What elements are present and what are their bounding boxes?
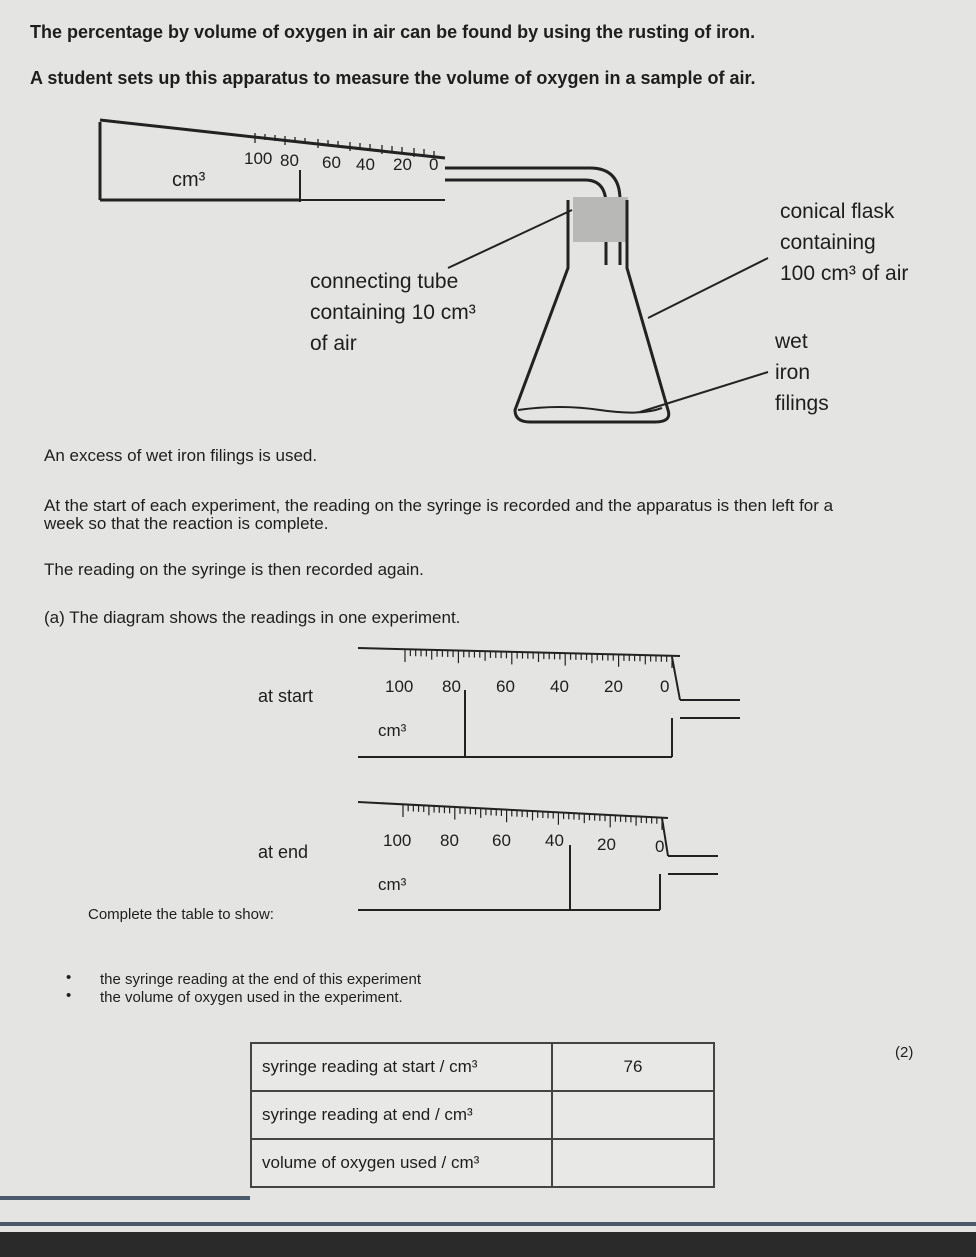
iron-label: wet iron filings — [775, 330, 829, 415]
syringe-end — [358, 802, 718, 910]
part-a-text: (a) The diagram shows the readings in one experiment. — [44, 608, 461, 627]
answer-table — [250, 1042, 715, 1188]
page-bottom-shadow — [0, 1232, 976, 1257]
start-num-60: 60 — [496, 677, 515, 696]
start-num-40: 40 — [550, 677, 569, 696]
table-row — [251, 1043, 714, 1091]
syr-top-unit: cm³ — [172, 169, 206, 191]
task-instruction: Complete the table to show: — [88, 906, 274, 923]
end-num-40: 40 — [545, 831, 564, 850]
flask-label: conical flask containing 100 cm³ of air — [780, 200, 909, 285]
ticks-start — [405, 650, 672, 668]
table-row — [251, 1091, 714, 1139]
answer-cell-end[interactable] — [552, 1091, 714, 1139]
row-label-start: syringe reading at start / cm³ — [251, 1043, 552, 1091]
row-label-oxygen: volume of oxygen used / cm³ — [251, 1139, 552, 1187]
page-edge-line — [0, 1196, 250, 1200]
start-unit: cm³ — [378, 721, 407, 740]
end-num-20: 20 — [597, 835, 616, 854]
end-num-60: 60 — [492, 831, 511, 850]
reading-again-text: The reading on the syringe is then recorded again. — [44, 560, 424, 579]
syr-top-num-100: 100 — [244, 149, 273, 168]
marks: (2) — [895, 1044, 914, 1061]
end-unit: cm³ — [378, 875, 407, 894]
table-row — [251, 1139, 714, 1187]
start-num-20: 20 — [604, 677, 623, 696]
end-num-80: 80 — [440, 831, 459, 850]
syringe-barrel-top — [100, 120, 445, 158]
page-edge-line-2 — [0, 1222, 976, 1226]
end-num-0: 0 — [655, 837, 665, 856]
start-num-0: 0 — [660, 677, 670, 696]
leader-flask — [648, 258, 768, 318]
intro-line-1: The percentage by volume of oxygen in air can be found by using the rusting of iron. — [30, 22, 756, 42]
syr-top-num-60: 60 — [322, 153, 341, 172]
excess-text: An excess of wet iron filings is used. — [44, 446, 318, 465]
task-bullet-2: • the volume of oxygen used in the experiment. — [100, 989, 403, 1006]
bung — [573, 197, 628, 242]
at-start-label: at start — [258, 686, 314, 706]
start-num-80: 80 — [442, 677, 461, 696]
start-text-2: week so that the reaction is complete. — [44, 514, 329, 533]
syr-top-num-40: 40 — [356, 155, 375, 174]
intro-line-2: A student sets up this apparatus to measure the volume of oxygen in a sample of air. — [30, 68, 756, 88]
syr-top-num-0: 0 — [429, 155, 439, 174]
start-num-100: 100 — [385, 677, 414, 696]
at-end-label: at end — [258, 842, 309, 862]
task-bullet-1: • the syringe reading at the end of this experiment — [100, 971, 421, 988]
syr-top-num-20: 20 — [393, 155, 412, 174]
syringe-start — [358, 648, 740, 757]
start-text-1: At the start of each experiment, the reading on the syringe is recorded and the apparatus is then left for a — [44, 496, 834, 515]
row-value-start: 76 — [552, 1043, 714, 1091]
syr-top-num-80: 80 — [280, 151, 299, 170]
answer-cell-oxygen[interactable] — [552, 1139, 714, 1187]
end-num-100: 100 — [383, 831, 412, 850]
ticks-end — [403, 805, 662, 830]
row-label-end: syringe reading at end / cm³ — [251, 1091, 552, 1139]
leader-tube — [448, 210, 572, 268]
tube-label: connecting tube containing 10 cm³ of air — [310, 270, 476, 355]
